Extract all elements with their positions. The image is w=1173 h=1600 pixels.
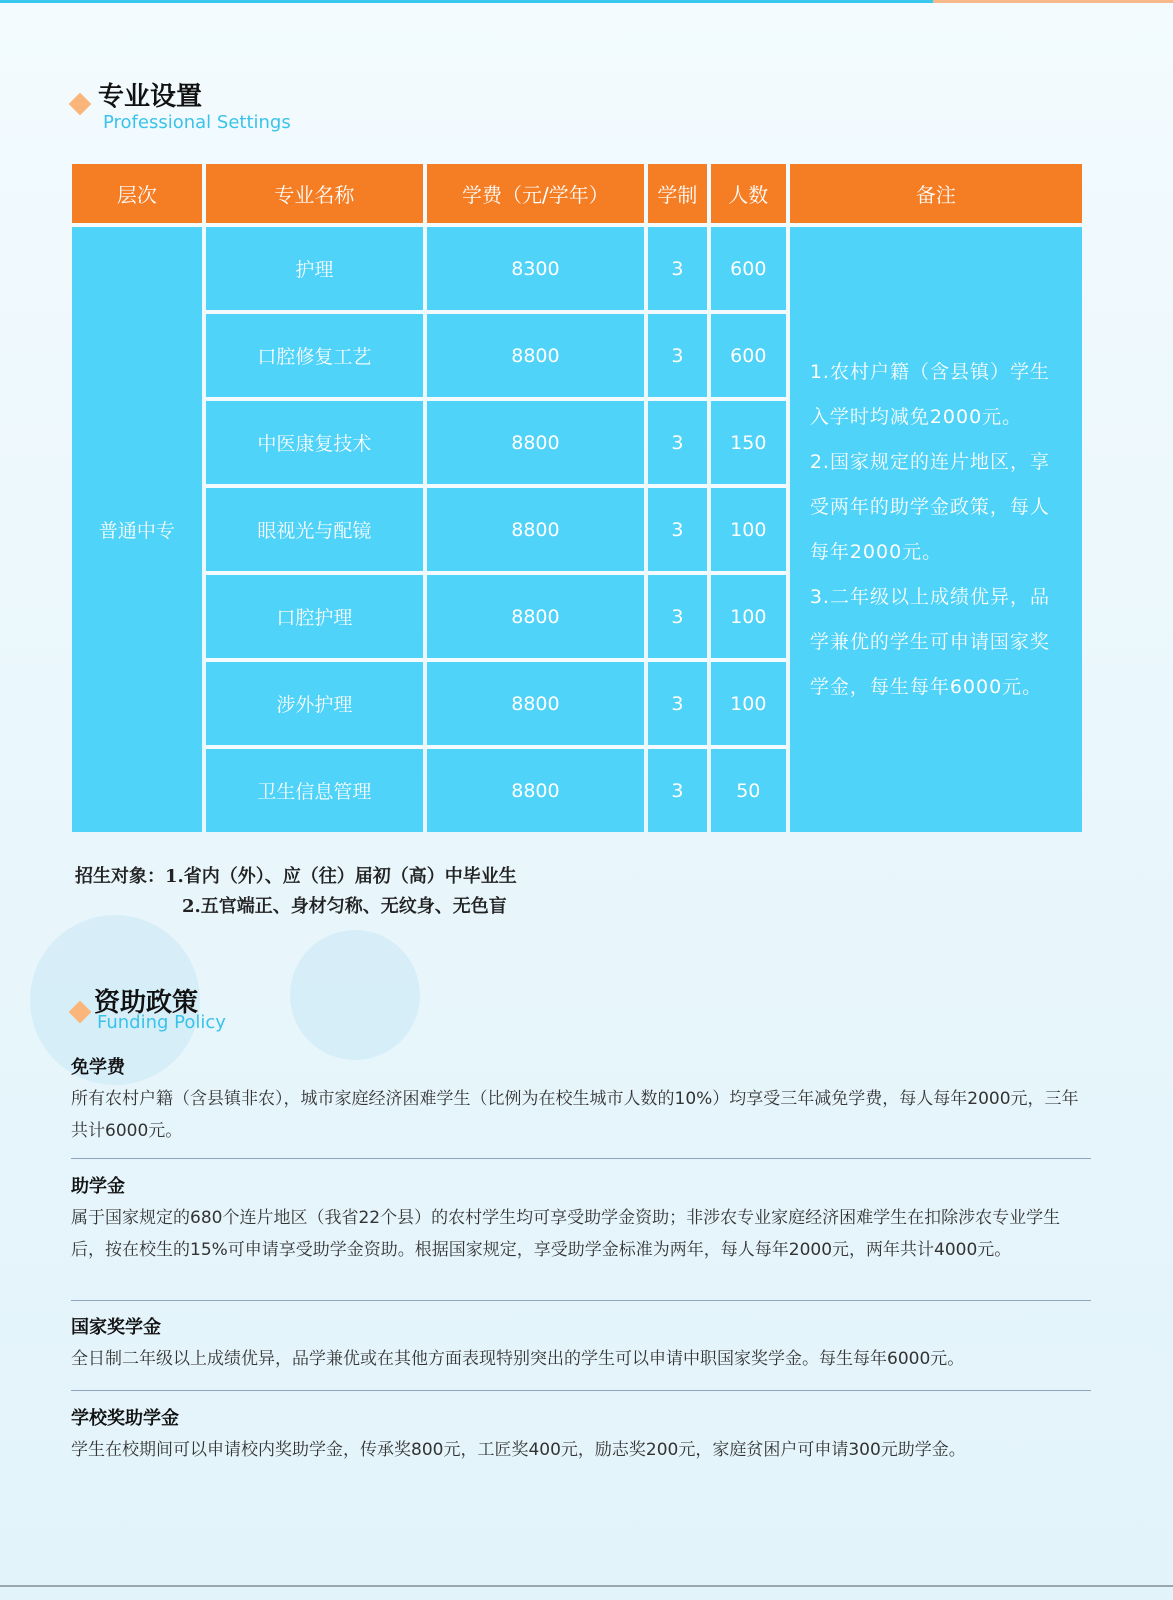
major-name: 口腔护理: [206, 575, 423, 662]
header-name: 专业名称: [206, 164, 423, 227]
policy-text: 属于国家规定的680个连片地区（我省22个县）的农村学生均可享受助学金资助；非涉农专业家庭经济困难学生在扣除涉农专业学生后，按在校生的15%可申请享受助学金资助。根据国家规定，享受助学金标准为两年，每人每年2000元，两年共计4000元。: [71, 1208, 1061, 1260]
divider: [71, 1158, 1091, 1159]
study-years: 3: [648, 662, 707, 749]
study-years: 3: [648, 575, 707, 662]
policy-text: 学生在校期间可以申请校内奖助学金，传承奖800元，工匠奖400元，励志奖200元，家庭贫困户可申请300元助学金。: [71, 1440, 966, 1460]
student-count: 100: [711, 662, 786, 749]
study-years: 3: [648, 488, 707, 575]
section-title: 专业设置: [98, 82, 203, 112]
policy-text: 全日制二年级以上成绩优异，品学兼优或在其他方面表现特别突出的学生可以申请中职国家奖学金。每生每年6000元。: [71, 1349, 965, 1369]
policy-title: 免学费: [71, 1057, 125, 1078]
notes-cell: [790, 227, 1082, 832]
major-name: 卫生信息管理: [206, 749, 423, 832]
enrollment-line: 2.五官端正、身材匀称、无纹身、无色盲: [182, 896, 507, 917]
major-name: 眼视光与配镜: [206, 488, 423, 575]
student-count: 50: [711, 749, 786, 832]
tuition-fee: 8800: [427, 401, 644, 488]
study-years: 3: [648, 749, 707, 832]
header-notes: 备注: [790, 164, 1082, 227]
note-item: 2.国家规定的连片地区，享受两年的助学金政策，每人每年2000元。: [809, 450, 1050, 563]
student-count: 600: [711, 227, 786, 314]
tuition-fee: 8800: [427, 749, 644, 832]
header-fee: 学费（元/学年）: [427, 164, 644, 227]
note-item: 3.二年级以上成绩优异，品学兼优的学生可申请国家奖学金，每生每年6000元。: [809, 585, 1050, 698]
bottom-border: [0, 1585, 1173, 1587]
level-cell: 普通中专: [72, 227, 202, 832]
major-name: 口腔修复工艺: [206, 314, 423, 401]
enrollment-criteria: [75, 862, 517, 922]
diamond-icon: [69, 93, 92, 116]
header-years: 学制: [648, 164, 707, 227]
major-name: 中医康复技术: [206, 401, 423, 488]
student-count: 600: [711, 314, 786, 401]
policy-item: [71, 1172, 1091, 1266]
table-header-row: [72, 164, 1082, 227]
tuition-fee: 8800: [427, 575, 644, 662]
section-subtitle: Professional Settings: [103, 112, 291, 133]
policy-text: 所有农村户籍（含县镇非农），城市家庭经济困难学生（比例为在校生城市人数的10%）均享受三年减免学费，每人每年2000元，三年共计6000元。: [71, 1089, 1079, 1141]
study-years: 3: [648, 314, 707, 401]
tuition-fee: 8800: [427, 662, 644, 749]
note-item: 1.农村户籍（含县镇）学生入学时均减免2000元。: [809, 360, 1050, 428]
divider: [71, 1300, 1091, 1301]
tuition-fee: 8800: [427, 488, 644, 575]
student-count: 100: [711, 488, 786, 575]
student-count: 100: [711, 575, 786, 662]
study-years: 3: [648, 227, 707, 314]
header-level: 层次: [72, 164, 202, 227]
study-years: 3: [648, 401, 707, 488]
section-title: 资助政策: [94, 988, 199, 1018]
table-row: [72, 227, 1082, 314]
top-border-accent: [933, 0, 1173, 3]
section-subtitle: Funding Policy: [97, 1012, 226, 1033]
major-name: 涉外护理: [206, 662, 423, 749]
policy-item: [71, 1313, 1091, 1375]
tuition-fee: 8300: [427, 227, 644, 314]
enrollment-line: 招生对象：1.省内（外）、应（往）届初（高）中毕业生: [75, 866, 517, 887]
policy-item: [71, 1404, 1091, 1466]
decor-circle: [290, 930, 420, 1060]
major-name: 护理: [206, 227, 423, 314]
student-count: 150: [711, 401, 786, 488]
policy-title: 助学金: [71, 1176, 125, 1197]
divider: [71, 1390, 1091, 1391]
policy-title: 国家奖学金: [71, 1317, 161, 1338]
tuition-fee: 8800: [427, 314, 644, 401]
policy-title: 学校奖助学金: [71, 1408, 179, 1429]
top-border: [0, 0, 1173, 3]
professional-table: [72, 164, 1090, 832]
policy-item: [71, 1053, 1091, 1147]
header-count: 人数: [711, 164, 786, 227]
